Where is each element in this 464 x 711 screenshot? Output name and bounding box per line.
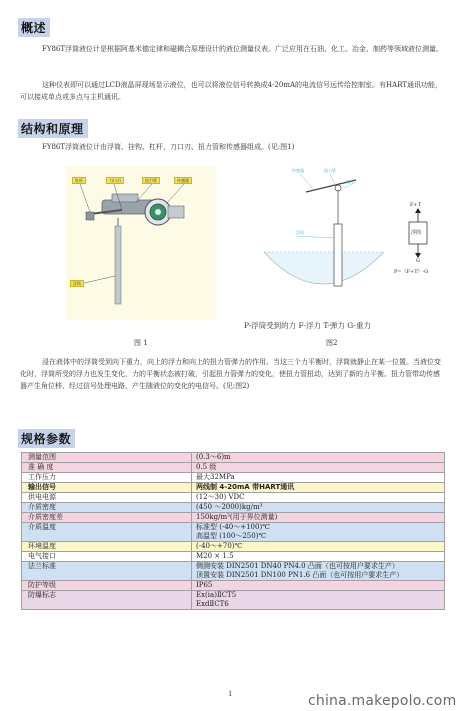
table-row	[22, 542, 445, 552]
spec-value-line: IP65	[196, 581, 213, 589]
spec-value-line: 最大32MPa	[196, 473, 235, 481]
table-row	[22, 503, 445, 513]
fig2-force-g: G	[416, 258, 420, 264]
section-title-structure: 结构和原理	[18, 119, 88, 138]
float-assembly-illustration	[66, 166, 216, 320]
spec-value-line: 标准型 (-40～+100)℃	[196, 523, 271, 531]
spec-key: 介质密度差	[22, 513, 192, 523]
table-row	[22, 483, 445, 493]
spec-key: 环境温度	[22, 542, 192, 552]
fig2-tag-torque-tube: 扭力管	[324, 168, 336, 173]
spec-value-line: (0.3～6)m	[196, 453, 231, 461]
overview-paragraph-2: 这种仪表即可以通过LCD液晶屏现场显示液位，也可以将液位信号转换成4-20mA的电流信号远传给控制室。有HART通讯功能，可以接成单点或多点与主机通讯。	[20, 81, 443, 101]
spec-value	[192, 591, 445, 610]
spec-value-line: (-40～+70)℃	[196, 542, 243, 550]
page-number: 1	[228, 690, 233, 698]
figure-1-instrument-illustration	[66, 166, 216, 320]
fig2-tag-float: 浮筒	[296, 230, 304, 235]
figure-1-caption: 图 1	[134, 339, 148, 347]
fig2-equation: P=（F+T）-G	[394, 269, 429, 275]
spec-key: 介质温度	[22, 523, 192, 542]
overview-paragraph-1: FY86T浮筒液位计是根据阿基米德定律和磁耦合原理设计的液位测量仪表。广泛应用在石油、化工、冶金、制药等领域液位测量。	[42, 45, 444, 53]
spec-key: 供电电源	[22, 493, 192, 503]
section-title-overview: 概述	[18, 18, 50, 37]
spec-value	[192, 542, 445, 552]
spec-key: 工作压力	[22, 473, 192, 483]
spec-key: 准 确 度	[22, 463, 192, 473]
spec-value	[192, 581, 445, 591]
force-legend: P-浮筒受到的力 F-浮力 T-弹力 G-重力	[244, 321, 371, 330]
spec-value-line: 顶置安装 DIN2501 DN100 PN1.6 凸面（也可按用户要求生产）	[196, 571, 404, 579]
spec-value-line: (12～30) VDC	[196, 493, 245, 501]
spec-value	[192, 513, 445, 523]
spec-value	[192, 523, 445, 542]
spec-value-line: M20 × 1.5	[196, 552, 234, 560]
spec-key: 输出信号	[22, 483, 192, 493]
table-row	[22, 562, 445, 581]
force-balance-diagram	[252, 166, 442, 316]
spec-value	[192, 483, 445, 493]
table-row	[22, 493, 445, 503]
fig1-tag-torque-tube: 扭力管	[142, 177, 160, 184]
table-row	[22, 581, 445, 591]
table-row	[22, 513, 445, 523]
table-row	[22, 463, 445, 473]
table-row	[22, 523, 445, 542]
fig2-tag-lever: 杠杆	[346, 179, 354, 184]
table-row	[22, 473, 445, 483]
spec-value-line: Ex(ia)ⅡCT5	[196, 591, 237, 599]
table-row	[22, 591, 445, 610]
spec-value-line: 两线制 4-20mA 带HART通讯	[196, 483, 295, 491]
spec-value-line: 侧测安装 DIN2501 DN40 PN4.0 凸面（也可按用户要求生产）	[196, 562, 399, 570]
spec-table	[21, 452, 445, 610]
spec-value	[192, 552, 445, 562]
spec-key: 测量范围	[22, 453, 192, 463]
structure-intro: FY86T浮筒液位计由浮筒、挂钩、杠杆、刀口刃、扭力管和传感器组成。(见:图1)	[42, 143, 295, 151]
spec-value-line: 高温型 (100～250)℃	[196, 532, 267, 540]
figure-2-force-diagram	[252, 166, 442, 316]
figure-2-caption: 图2	[326, 339, 338, 347]
fig2-force-ft: F+T	[410, 202, 421, 208]
spec-key: 电气接口	[22, 552, 192, 562]
table-row	[22, 453, 445, 463]
spec-value	[192, 493, 445, 503]
spec-value	[192, 453, 445, 463]
fig2-tag-sensor: 传感器	[292, 168, 304, 173]
principle-paragraph: 浸在液体中的浮筒受到向下重力，向上的浮力和向上的扭力管弹力的作用。当这三个力平衡时，浮筒就静止在某一位置。当液位变化时，浮筒所受的浮力也发生变化，力的平衡状态被打破，引起扭力管弹力的变化，使扭力管扭动，达到了新的力平衡。扭力管带动传感器产生角位移，经过信号处理电路，产生随液位的变化的电信号。(见:图2)	[20, 358, 441, 390]
spec-key: 防护等级	[22, 581, 192, 591]
spec-key: 法兰标准	[22, 562, 192, 581]
spec-key: 防爆标志	[22, 591, 192, 610]
fig1-tag-lever: 杠杆	[72, 177, 86, 184]
spec-value-line: ExdⅡCT6	[196, 600, 229, 608]
spec-value	[192, 562, 445, 581]
fig2-float-label: 浮筒	[411, 230, 422, 236]
fig1-tag-knife-edge: 刀口刃	[106, 177, 124, 184]
spec-value-line: 0.5 级	[196, 463, 217, 471]
spec-value	[192, 463, 445, 473]
spec-key: 介质密度	[22, 503, 192, 513]
section-title-specs: 规格参数	[18, 429, 75, 448]
watermark: china.makepolo.com	[308, 693, 457, 709]
spec-value-line: 150kg/m³(用于界位测量)	[196, 513, 278, 521]
fig1-tag-sensor: 传感器	[174, 177, 192, 184]
table-row	[22, 552, 445, 562]
fig1-tag-float: 浮筒	[70, 280, 84, 287]
spec-value-line: (450 ～2000)kg/m³	[196, 503, 263, 511]
spec-value	[192, 503, 445, 513]
spec-value	[192, 473, 445, 483]
